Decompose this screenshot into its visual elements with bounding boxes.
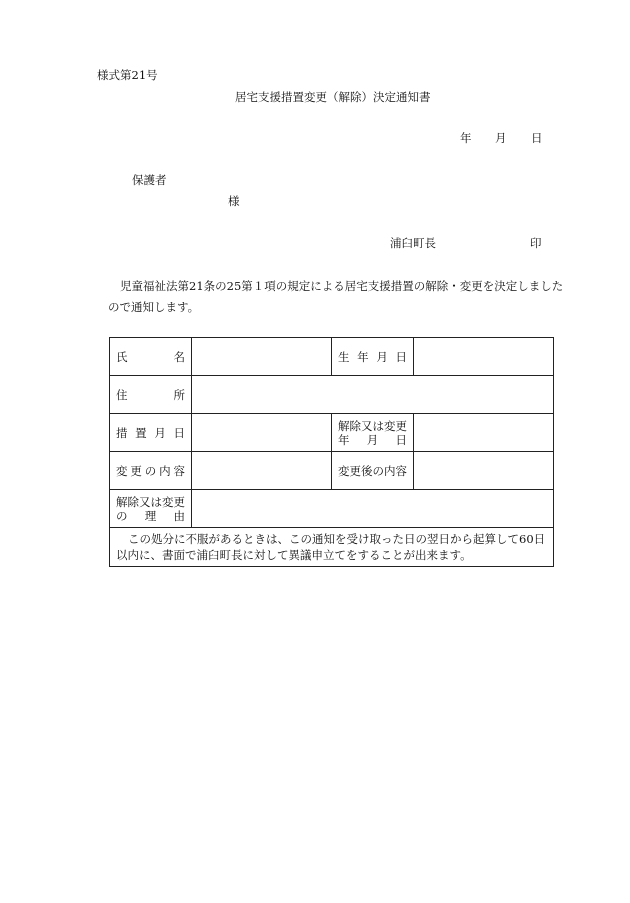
cancel-date-label-line2: 年 月 日	[338, 432, 407, 447]
after-change-value-cell[interactable]	[414, 452, 554, 490]
body-text: 児童福祉法第21条の25第１項の規定による居宅支援措置の解除・変更を決定しましたので通知します。	[108, 279, 564, 314]
table-row	[110, 338, 554, 376]
change-content-label: 変更の内容	[116, 463, 185, 478]
measure-date-value-cell[interactable]	[192, 414, 332, 452]
reason-label-cell	[110, 490, 192, 528]
cancel-date-label-line1: 解除又は変更	[338, 418, 407, 433]
after-change-label-cell	[332, 452, 414, 490]
table-row	[110, 528, 554, 567]
after-change-label: 変更後の内容	[338, 463, 407, 478]
reason-label-line1: 解除又は変更	[116, 494, 185, 509]
name-label-cell	[110, 338, 192, 376]
reason-label-line2: の 理 由	[116, 508, 185, 523]
cancel-date-value-cell[interactable]	[414, 414, 554, 452]
form-number: 様式第21号	[97, 68, 158, 82]
address-label-cell	[110, 376, 192, 414]
address-label: 住 所	[116, 387, 185, 402]
table-row	[110, 414, 554, 452]
cancel-date-label-cell	[332, 414, 414, 452]
recipient-honorific: 様	[228, 194, 240, 208]
document-title: 居宅支援措置変更（解除）決定通知書	[235, 90, 431, 104]
info-table	[109, 337, 554, 567]
birthdate-label-cell	[332, 338, 414, 376]
change-content-value-cell[interactable]	[192, 452, 332, 490]
table-row	[110, 452, 554, 490]
date-day-label: 日	[531, 131, 543, 145]
appeal-notice: この処分に不服があるときは、この通知を受け取った日の翌日から起算して60日以内に、書面で浦臼町長に対して異議申立てをすることが出来ます。	[110, 528, 554, 567]
reason-value-cell[interactable]	[192, 490, 554, 528]
birthdate-value-cell[interactable]	[414, 338, 554, 376]
change-content-label-cell	[110, 452, 192, 490]
measure-date-label-cell	[110, 414, 192, 452]
date-month-label: 月	[495, 131, 507, 145]
issuer-seal: 印	[530, 236, 542, 250]
measure-date-label: 措 置 月 日	[116, 425, 185, 440]
issuer-name: 浦臼町長	[390, 236, 436, 250]
date-year-label: 年	[460, 131, 472, 145]
address-value-cell[interactable]	[192, 376, 554, 414]
birthdate-label: 生 年 月 日	[338, 349, 407, 364]
table-row	[110, 376, 554, 414]
recipient-label: 保護者	[132, 173, 167, 187]
name-value-cell[interactable]	[192, 338, 332, 376]
table-row	[110, 490, 554, 528]
name-label: 氏 名	[116, 349, 185, 364]
